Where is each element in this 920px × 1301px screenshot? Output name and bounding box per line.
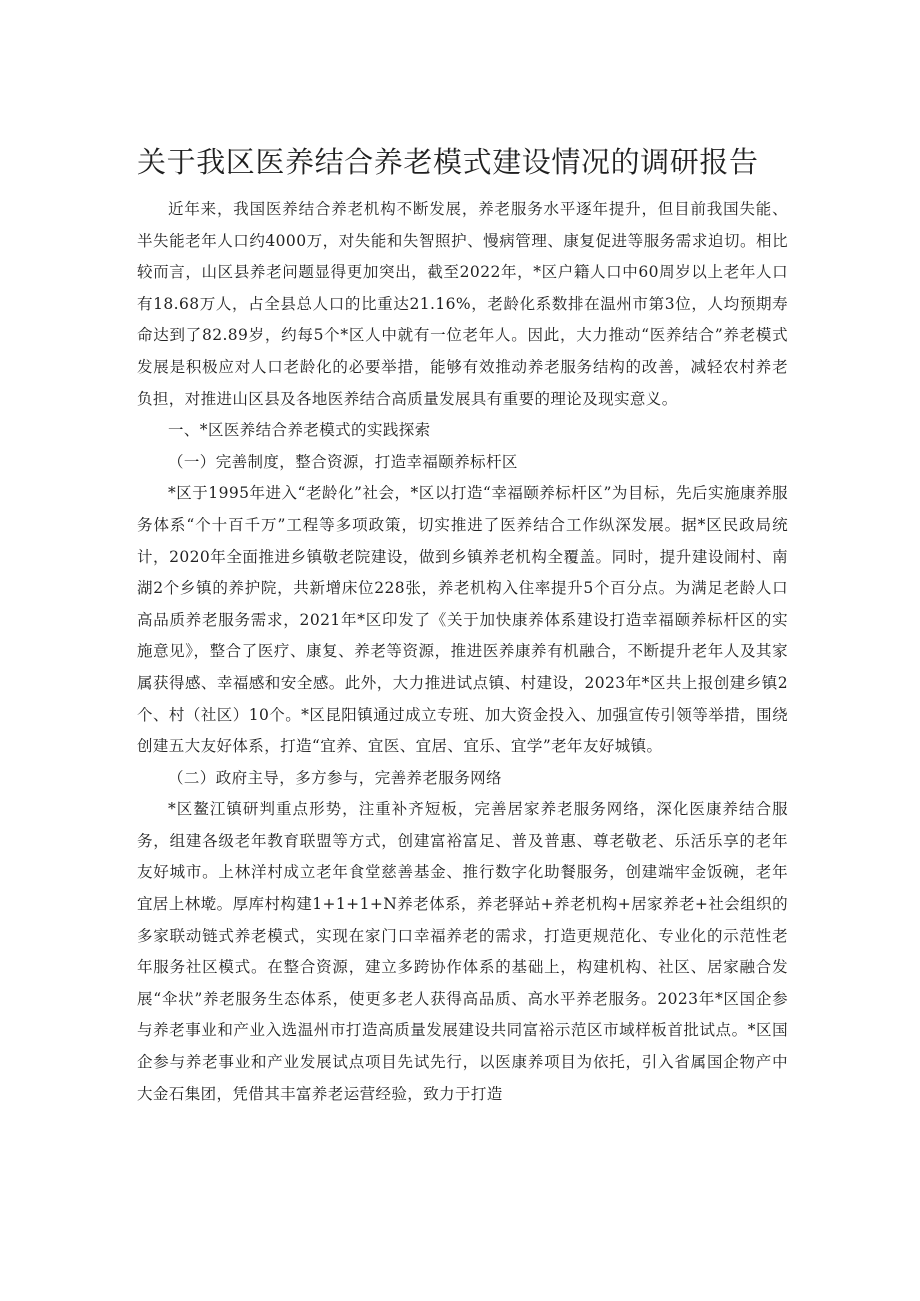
subsection-heading: （二）政府主导，多方参与，完善养老服务网络 <box>168 768 502 787</box>
body-paragraph: *区于1995年进入“老龄化”社会，*区以打造“幸福颐养标杆区”为目标，先后实施康养服务体系“个十百千万”工程等多项政策，切实推进了医养结合工作纵深发展。据*区民政局统计，2020年全面推进乡镇敬老院建设，做到乡镇养老机构全覆盖。同时，提升建设闹村、南湖2个乡镇的养护院，共新增床位228张，养老机构入住率提升5个百分点。为满足老龄人口高品质养老服务需求，2021年*区印发了《关于加快康养体系建设打造幸福颐养标杆区的实施意见》，整合了医疗、康复、养老等资源，推进医养康养有机融合，不断提升老年人及其家属获得感、幸福感和安全感。此外，大力推进试点镇、村建设，2023年*区共上报创建乡镇2个、村（社区）10个。*区昆阳镇通过成立专班、加大资金投入、加强宣传引领等举措，围绕创建五大友好体系，打造“宜养、宜医、宜居、宜乐、宜学”老年友好城镇。 <box>137 484 788 756</box>
document-title: 关于我区医养结合养老模式建设情况的调研报告 <box>137 145 759 179</box>
subsection-heading: （一）完善制度，整合资源，打造幸福颐养标杆区 <box>168 452 518 471</box>
section-heading: 一、*区医养结合养老模式的实践探索 <box>168 421 431 440</box>
body-paragraph: *区鳌江镇研判重点形势，注重补齐短板，完善居家养老服务网络，深化医康养结合服务，组建各级老年教育联盟等方式，创建富裕富足、普及普惠、尊老敬老、乐活乐享的老年友好城市。上林洋村成立老年食堂慈善基金、推行数字化助餐服务，创建端牢金饭碗，老年宜居上林墘。厚库村构建1+1+1+N养老体系，养老驿站+养老机构+居家养老+社会组织的多家联动链式养老模式，实现在家门口幸福养老的需求，打造更规范化、专业化的示范性老年服务社区模式。在整合资源，建立多跨协作体系的基础上，构建机构、社区、居家融合发展“伞状”养老服务生态体系，使更多老人获得高品质、高水平养老服务。2023年*区国企参与养老事业和产业入选温州市打造高质量发展建设共同富裕示范区市域样板首批试点。*区国企参与养老事业和产业发展试点项目先试先行，以医康养项目为依托，引入省属国企物产中大金石集团，凭借其丰富养老运营经验，致力于打造 <box>137 800 788 1103</box>
document-body <box>137 194 788 1110</box>
intro-paragraph: 近年来，我国医养结合养老机构不断发展，养老服务水平逐年提升，但目前我国失能、半失能老年人口约4000万，对失能和失智照护、慢病管理、康复促进等服务需求迫切。相比较而言，山区县养老问题显得更加突出，截至2022年，*区户籍人口中60周岁以上老年人口有18.68万人，占全县总人口的比重达21.16%，老龄化系数排在温州市第3位，人均预期寿命达到了82.89岁，约每5个*区人中就有一位老年人。因此，大力推动“医养结合”养老模式发展是积极应对人口老龄化的必要举措，能够有效推动养老服务结构的改善，减轻农村养老负担，对推进山区县及各地医养结合高质量发展具有重要的理论及现实意义。 <box>137 200 788 408</box>
